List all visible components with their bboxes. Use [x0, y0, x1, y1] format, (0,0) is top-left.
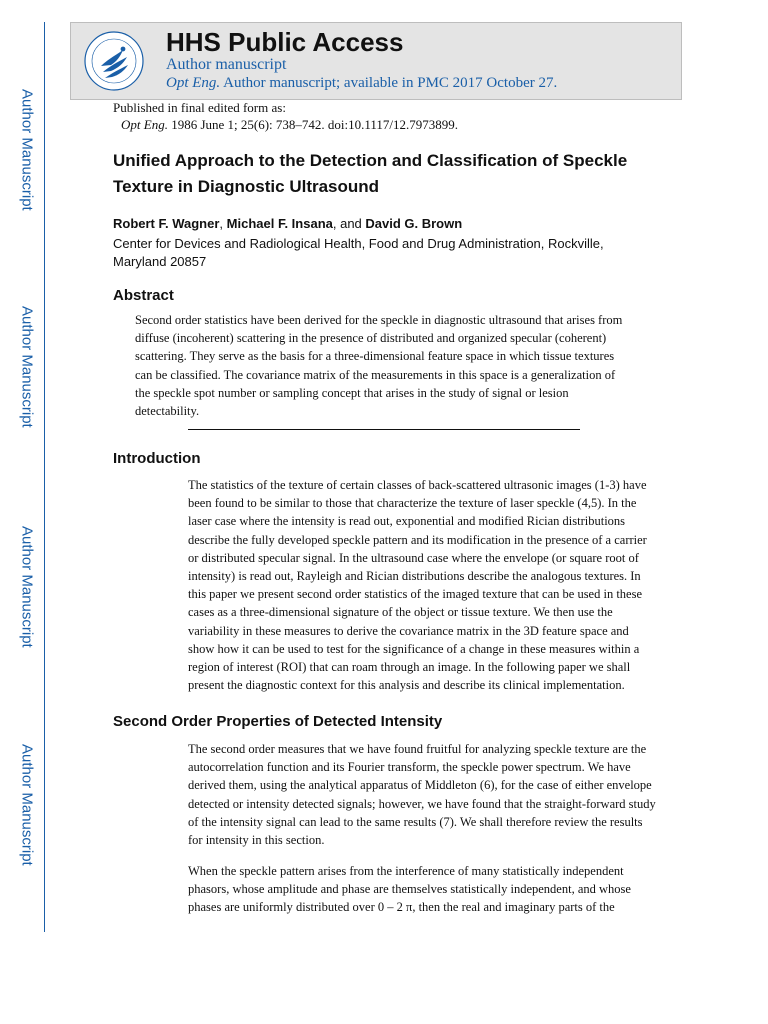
- second-order-paragraph-1: The second order measures that we have found fruitful for analyzing speckle texture are the autocorrelation function and its Fourier transform, the speckle power spectrum. We have derived them, using the analytical apparatus of Middleton (6), for the case of either envelope detected or intensity detected signals; however, we have found that the straight-forward study of the intensity signal can lead to the same results (7). We shall therefore review the results for intensity in this section.: [188, 742, 656, 848]
- author-wagner[interactable]: Robert F. Wagner: [113, 216, 220, 231]
- second-order-heading: Second Order Properties of Detected Intensity: [113, 713, 443, 730]
- author-list: [113, 216, 462, 231]
- margin-rule: [44, 22, 45, 932]
- introduction-heading: Introduction: [113, 450, 201, 467]
- published-citation: 1986 June 1; 25(6): 738–742. doi:10.1117/12.7973899.: [171, 117, 459, 132]
- published-citation-line: [121, 117, 458, 133]
- abstract-text: Second order statistics have been derived for the speckle in diagnostic ultrasound that arises from diffuse (incoherent) scattering in the presence of distributed and organized specular (coherent) scattering. They serve as the basis for a three-dimensional feature space in which tissue textures can be classified. The covariance matrix of the measurements in this space is a generalization of the speckle spot number or sampling concept that arises in the study of signal or lesion detectability.: [135, 313, 623, 419]
- article-title: Unified Approach to the Detection and Classification of Speckle Texture in Diagnostic Ultrasound: [113, 151, 628, 196]
- published-label: Published in final edited form as:: [113, 100, 286, 115]
- banner-journal-abbrev: Opt Eng.: [166, 75, 221, 91]
- introduction-paragraph: The statistics of the texture of certain classes of back-scattered ultrasonic images (1-3) have been found to be similar to those that characterize the texture of laser speckle (4,5). In the laser case where the intensity is read out, exponential and modified Rician distributions describe the fully developed speckle pattern and its modification in the presence of a carrier or distributed specular signal. In the ultrasound case where the envelope (or square root of intensity) is read out, Rayleigh and Rician distributions describe the analogous textures. In this paper we present second order statistics of the imaged texture that can be used in these cases as a three-dimensional signature of the object or tissue texture. We then use the variability in these measures to derive the covariance matrix in the 3D feature space and show how it can be used to test for the significance of a change in these measures within a region of interest (ROI) that can roam through an image. In the following paper we shall present the diagnostic context for this analysis and describe its clinical implementation.: [188, 478, 647, 693]
- side-label-author-manuscript-1: Author Manuscript: [18, 89, 36, 211]
- side-label-author-manuscript-4: Author Manuscript: [18, 744, 36, 866]
- banner-title: HHS Public Access: [166, 27, 404, 57]
- abstract-heading: Abstract: [113, 287, 174, 304]
- author-affiliation: Center for Devices and Radiological Health, Food and Drug Administration, Rockville, Maryland 20857: [113, 236, 604, 269]
- hhs-eagle-logo-icon: [83, 30, 145, 92]
- section-divider: [188, 429, 580, 430]
- published-journal: Opt Eng.: [121, 117, 168, 132]
- side-label-author-manuscript-2: Author Manuscript: [18, 306, 36, 428]
- banner-availability-text: Author manuscript; available in PMC 2017 October 27.: [223, 75, 558, 91]
- second-order-text-1: [188, 740, 658, 849]
- second-order-paragraph-2: When the speckle pattern arises from the interference of many statistically independent phasors, whose amplitude and phase are themselves statistically independent, and whose phases are uniformly distributed over 0 – 2 π, then the real and imaginary parts of the: [188, 864, 631, 915]
- banner-availability: [166, 75, 557, 92]
- second-order-text-2: [188, 862, 658, 917]
- introduction-text: [188, 476, 658, 694]
- hhs-public-access-banner: [70, 22, 682, 100]
- author-separator: ,: [219, 216, 227, 231]
- side-label-author-manuscript-3: Author Manuscript: [18, 526, 36, 648]
- author-insana[interactable]: Michael F. Insana: [226, 216, 333, 231]
- author-separator: , and: [332, 216, 366, 231]
- banner-subtitle: Author manuscript: [166, 56, 287, 73]
- author-brown[interactable]: David G. Brown: [365, 216, 463, 231]
